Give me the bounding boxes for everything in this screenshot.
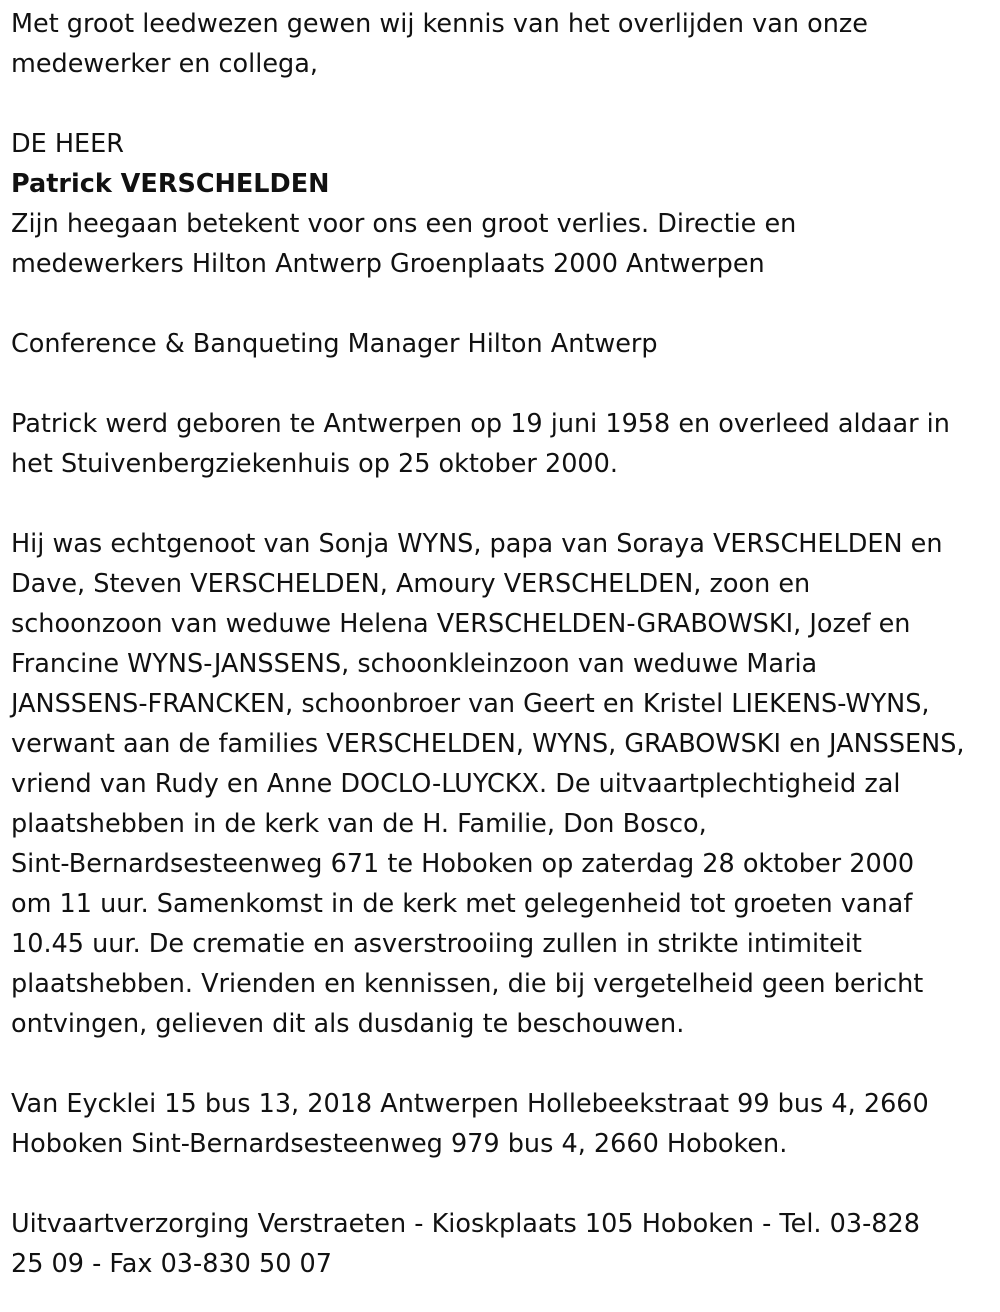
text-line: vriend van Rudy en Anne DOCLO-LUYCKX. De uitvaartplechtigheid zal bbox=[11, 769, 901, 799]
text-line: medewerkers Hilton Antwerp Groenplaats 2000 Antwerpen bbox=[11, 249, 765, 279]
deceased-name: Patrick VERSCHELDEN bbox=[11, 169, 330, 199]
addresses-paragraph bbox=[11, 1084, 993, 1164]
text-line: verwant aan de families VERSCHELDEN, WYNS, GRABOWSKI en JANSSENS, bbox=[11, 729, 965, 759]
tribute-paragraph bbox=[11, 204, 993, 284]
text-line: JANSSENS-FRANCKEN, schoonbroer van Geert en Kristel LIEKENS-WYNS, bbox=[11, 689, 930, 719]
spacer bbox=[11, 284, 993, 324]
spacer bbox=[11, 484, 993, 524]
spacer bbox=[11, 1164, 993, 1204]
spacer bbox=[11, 1044, 993, 1084]
text-line: Hij was echtgenoot van Sonja WYNS, papa van Soraya VERSCHELDEN en bbox=[11, 529, 943, 559]
text-line: 25 09 - Fax 03-830 50 07 bbox=[11, 1249, 332, 1279]
text-line: Uitvaartverzorging Verstraeten - Kioskplaats 105 Hoboken - Tel. 03-828 bbox=[11, 1209, 920, 1239]
text-line: Patrick werd geboren te Antwerpen op 19 juni 1958 en overleed aldaar in bbox=[11, 409, 950, 439]
funeral-home-paragraph bbox=[11, 1204, 993, 1284]
text-line: Hoboken Sint-Bernardsesteenweg 979 bus 4, 2660 Hoboken. bbox=[11, 1129, 788, 1159]
family-paragraph bbox=[11, 524, 993, 1044]
text-line: het Stuivenbergziekenhuis op 25 oktober 2000. bbox=[11, 449, 618, 479]
text-line: Dave, Steven VERSCHELDEN, Amoury VERSCHELDEN, zoon en bbox=[11, 569, 811, 599]
obituary-text bbox=[11, 4, 993, 1284]
text-line: Zijn heegaan betekent voor ons een groot verlies. Directie en bbox=[11, 209, 797, 239]
spacer bbox=[11, 84, 993, 124]
text-line: Van Eycklei 15 bus 13, 2018 Antwerpen Hollebeekstraat 99 bus 4, 2660 bbox=[11, 1089, 929, 1119]
text-line: schoonzoon van weduwe Helena VERSCHELDEN-GRABOWSKI, Jozef en bbox=[11, 609, 911, 639]
text-line: plaatshebben in de kerk van de H. Familie, Don Bosco, bbox=[11, 809, 707, 839]
text-line: Sint-Bernardsesteenweg 671 te Hoboken op zaterdag 28 oktober 2000 bbox=[11, 849, 915, 879]
spacer bbox=[11, 364, 993, 404]
text-line: 10.45 uur. De crematie en asverstrooiing zullen in strikte intimiteit bbox=[11, 929, 862, 959]
intro-paragraph bbox=[11, 4, 993, 84]
text-line: plaatshebben. Vrienden en kennissen, die bij vergetelheid geen bericht bbox=[11, 969, 924, 999]
text-line: om 11 uur. Samenkomst in de kerk met gelegenheid tot groeten vanaf bbox=[11, 889, 913, 919]
role-line: Conference & Banqueting Manager Hilton Antwerp bbox=[11, 329, 658, 359]
text-line: Francine WYNS-JANSSENS, schoonkleinzoon van weduwe Maria bbox=[11, 649, 818, 679]
text-line: Met groot leedwezen gewen wij kennis van het overlijden van onze bbox=[11, 9, 868, 39]
text-line: ontvingen, gelieven dit als dusdanig te beschouwen. bbox=[11, 1009, 685, 1039]
salutation: DE HEER bbox=[11, 129, 124, 159]
birth-death-paragraph bbox=[11, 404, 993, 484]
text-line: medewerker en collega, bbox=[11, 49, 318, 79]
